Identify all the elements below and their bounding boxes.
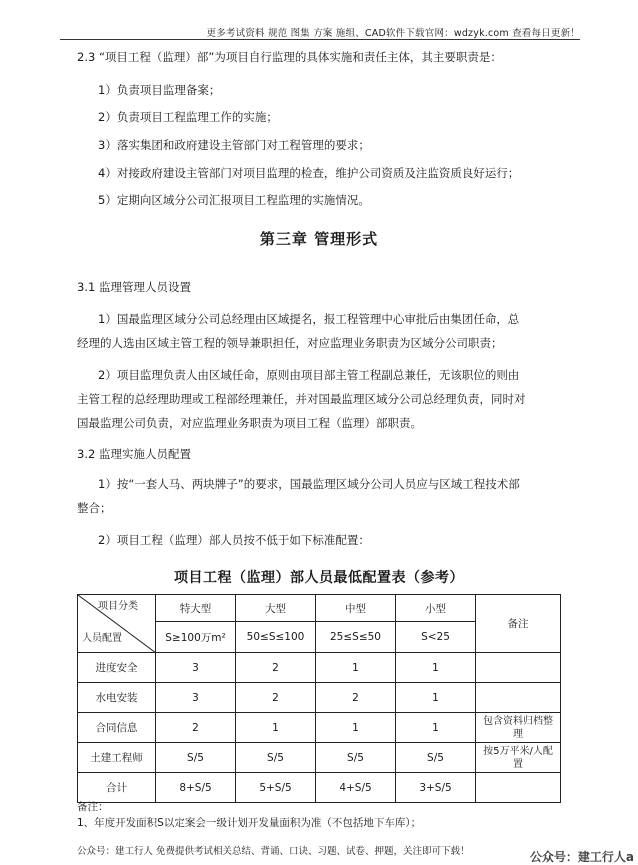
paragraph-line: 国最监理公司负责，对应监理业务职责为项目工程（监理）部职责。 xyxy=(77,416,422,430)
value-cell: 1 xyxy=(316,713,396,743)
value-cell: 2 xyxy=(236,683,316,713)
list-item: 4）对接政府建设主管部门对项目监理的检查，维护公司资质及注监资质良好运行； xyxy=(98,166,520,180)
range-cell: 25≤S≤50 xyxy=(316,622,396,653)
paragraph-line: 2）项目监理负责人由区域任命，原则由项目部主管工程副总兼任，无该职位的则由 xyxy=(98,368,520,382)
paragraph-line: 2）项目工程（监理）部人员按不低于如下标准配置： xyxy=(98,533,370,547)
column-header: 大型 xyxy=(236,595,316,622)
value-cell: S/5 xyxy=(156,743,236,773)
remark-cell xyxy=(476,653,561,683)
table-row-total xyxy=(78,773,561,803)
value-cell: 1 xyxy=(396,683,476,713)
table-row xyxy=(78,743,561,773)
role-cell: 合同信息 xyxy=(78,713,156,743)
role-cell: 合计 xyxy=(78,773,156,803)
footer-note: 公众号：建工行人 免费提供考试相关总结、背诵、口诀、习题、试卷、押题，关注即可下载！ xyxy=(77,846,470,857)
notes-label: 备注： xyxy=(77,801,109,813)
value-cell: 3 xyxy=(156,683,236,713)
remark-cell: 按5万平米/人配置 xyxy=(476,743,561,773)
value-cell: S/5 xyxy=(236,743,316,773)
remark-cell: 包含资料归档整理 xyxy=(476,713,561,743)
value-cell: 4+S/5 xyxy=(316,773,396,803)
column-header: 中型 xyxy=(316,595,396,622)
header-note: 更多考试资料 规范 图集 方案 施组、CAD软件下载官网：wdzyk.com 查看每日更新！ xyxy=(206,28,580,39)
section-2-3-title: 2.3 “项目工程（监理）部”为项目自行监理的具体实施和责任主体，其主要职责是： xyxy=(77,50,502,64)
table-row xyxy=(78,683,561,713)
value-cell: 2 xyxy=(236,653,316,683)
value-cell: 1 xyxy=(396,653,476,683)
table-header-row xyxy=(78,595,561,622)
column-header: 小型 xyxy=(396,595,476,622)
remark-cell xyxy=(476,773,561,803)
value-cell: S/5 xyxy=(316,743,396,773)
corner-label-staff: 人员配置 xyxy=(82,633,122,644)
table-corner-cell xyxy=(78,595,156,653)
range-cell: S<25 xyxy=(396,622,476,653)
list-item: 5）定期向区域分公司汇报项目工程监理的实施情况。 xyxy=(98,193,370,207)
table-row xyxy=(78,713,561,743)
paragraph-line: 整合； xyxy=(77,501,112,515)
value-cell: 1 xyxy=(396,713,476,743)
table-title: 项目工程（监理）部人员最低配置表（参考） xyxy=(174,570,464,586)
table-row xyxy=(78,653,561,683)
role-cell: 进度安全 xyxy=(78,653,156,683)
corner-label-category: 项目分类 xyxy=(98,601,138,612)
role-cell: 土建工程师 xyxy=(78,743,156,773)
paragraph-line: 主管工程的总经理助理或工程部经理兼任，并对国最监理区域分公司总经理负责，同时对 xyxy=(77,392,526,406)
value-cell: 2 xyxy=(316,683,396,713)
value-cell: 1 xyxy=(316,653,396,683)
watermark: 公众号：建工行人a xyxy=(529,850,634,864)
value-cell: 3 xyxy=(156,653,236,683)
value-cell: 8+S/5 xyxy=(156,773,236,803)
value-cell: S/5 xyxy=(396,743,476,773)
header-divider xyxy=(60,39,580,40)
paragraph-line: 1）国最监理区域分公司总经理由区域提名，报工程管理中心审批后由集团任命，总 xyxy=(98,312,520,326)
column-header-remarks: 备注 xyxy=(476,595,561,653)
role-cell: 水电安装 xyxy=(78,683,156,713)
value-cell: 3+S/5 xyxy=(396,773,476,803)
staff-config-table xyxy=(77,594,561,803)
range-cell: 50≤S≤100 xyxy=(236,622,316,653)
remark-cell xyxy=(476,683,561,713)
chapter-title: 第三章 管理形式 xyxy=(259,230,379,248)
list-item: 1）负责项目监理备案； xyxy=(98,83,221,97)
paragraph-line: 1）按“一套人马、两块牌子”的要求，国最监理区域分公司人员应与区域工程技术部 xyxy=(98,477,520,491)
section-3-1-title: 3.1 监理管理人员设置 xyxy=(77,280,191,294)
list-item: 3）落实集团和政府建设主管部门对工程管理的要求； xyxy=(98,138,370,152)
note-item: 1、年度开发面积S以定案会一级计划开发量面积为准（不包括地下车库）； xyxy=(77,817,422,829)
value-cell: 1 xyxy=(236,713,316,743)
list-item: 2）负责项目工程监理工作的实施； xyxy=(98,110,278,124)
paragraph-line: 经理的人选由区域主管工程的领导兼职担任，对应监理业务职责为区域分公司职责； xyxy=(77,336,503,350)
range-cell: S≥100万m² xyxy=(156,622,236,653)
column-header: 特大型 xyxy=(156,595,236,622)
value-cell: 5+S/5 xyxy=(236,773,316,803)
section-3-2-title: 3.2 监理实施人员配置 xyxy=(77,447,191,461)
value-cell: 2 xyxy=(156,713,236,743)
